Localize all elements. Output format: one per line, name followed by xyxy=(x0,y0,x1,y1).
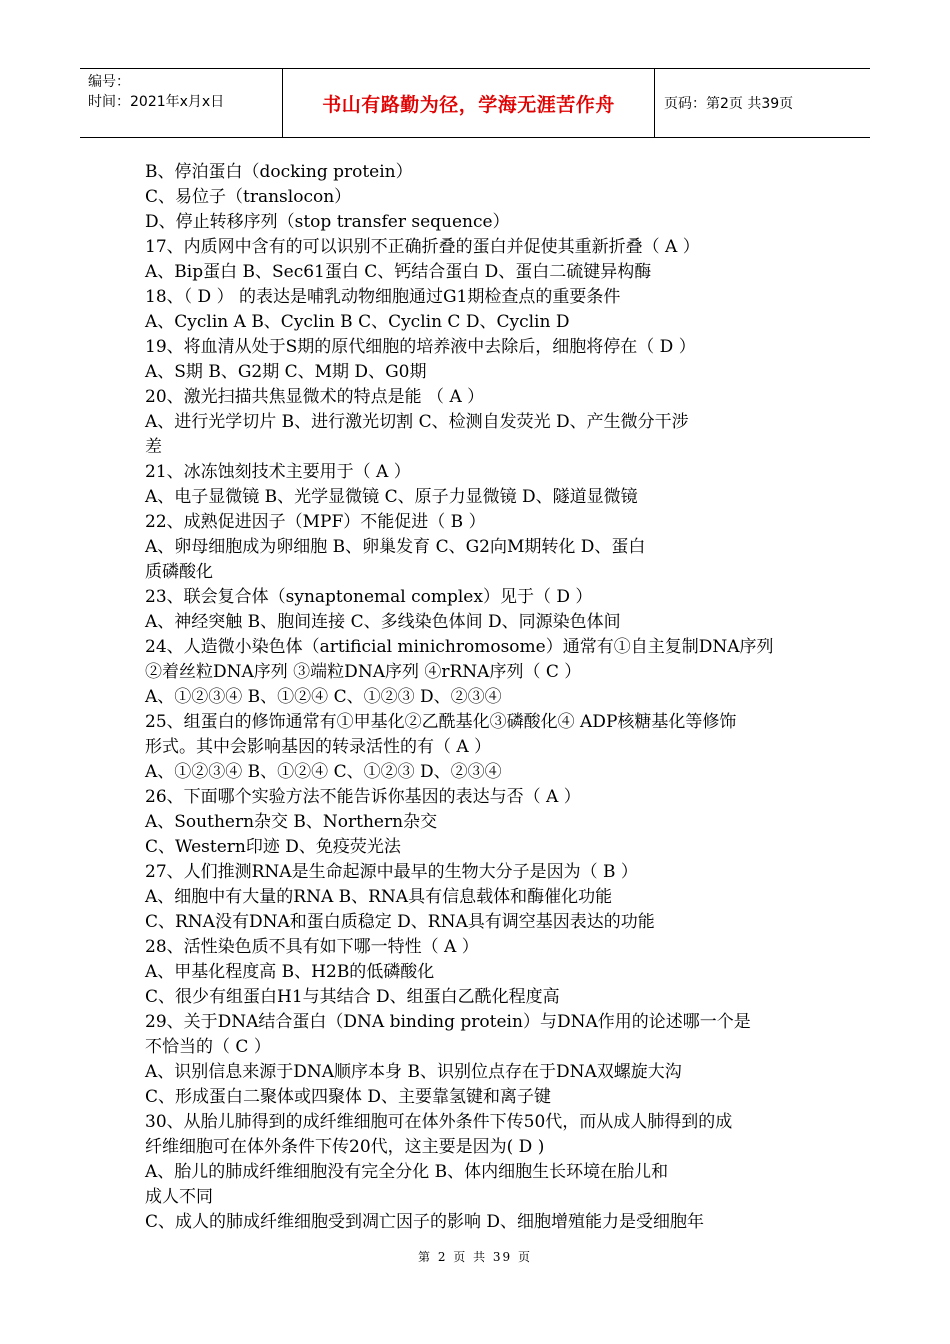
text-line: A、甲基化程度高 B、H2B的低磷酸化 xyxy=(145,962,435,982)
text-line: 21、冰冻蚀刻技术主要用于（ A ） xyxy=(145,462,411,482)
text-line: 质磷酸化 xyxy=(145,562,213,582)
text-line: 不恰当的（ C ） xyxy=(145,1037,271,1057)
header-page-info: 页码：第2页 共39页 xyxy=(664,96,794,112)
text-line: A、Southern杂交 B、Northern杂交 xyxy=(145,812,438,832)
text-line: 形式。其中会影响基因的转录活性的有（ A ） xyxy=(145,737,492,757)
text-line: C、形成蛋白二聚体或四聚体 D、主要靠氢键和离子键 xyxy=(145,1087,552,1107)
text-line: 25、组蛋白的修饰通常有①甲基化②乙酰基化③磷酸化④ ADP核糖基化等修饰 xyxy=(145,712,737,732)
text-line: 26、下面哪个实验方法不能告诉你基因的表达与否（ A ） xyxy=(145,787,581,807)
text-line: 成人不同 xyxy=(145,1187,213,1207)
text-line: 20、激光扫描共焦显微术的特点是能 （ A ） xyxy=(145,387,485,407)
page-footer: 第 2 页 共 39 页 xyxy=(418,1250,532,1264)
text-line: 23、联会复合体（synaptonemal complex）见于（ D ） xyxy=(145,587,593,607)
text-line: 28、活性染色质不具有如下哪一特性（ A ） xyxy=(145,937,479,957)
text-line: A、Cyclin A B、Cyclin B C、Cyclin C D、Cyclin D xyxy=(145,312,570,332)
header-info-cell xyxy=(80,69,283,137)
text-line: 24、人造微小染色体（artificial minichromosome）通常有①自主复制DNA序列 xyxy=(145,637,774,657)
page-header xyxy=(80,68,870,138)
text-line: C、成人的肺成纤维细胞受到凋亡因子的影响 D、细胞增殖能力是受细胞年 xyxy=(145,1212,705,1232)
text-line: 17、内质网中含有的可以识别不正确折叠的蛋白并促使其重新折叠（ A ） xyxy=(145,237,700,257)
text-line: A、卵母细胞成为卵细胞 B、卵巢发育 C、G2向M期转化 D、蛋白 xyxy=(145,537,646,557)
text-line: 纤维细胞可在体外条件下传20代，这主要是因为( D ) xyxy=(145,1137,545,1157)
text-line: C、RNA没有DNA和蛋白质稳定 D、RNA具有调空基因表达的功能 xyxy=(145,912,655,932)
text-line: 30、从胎儿肺得到的成纤维细胞可在体外条件下传50代，而从成人肺得到的成 xyxy=(145,1112,733,1132)
text-line: 18、（ D ） 的表达是哺乳动物细胞通过G1期检查点的重要条件 xyxy=(145,287,621,307)
text-line: 差 xyxy=(145,437,162,457)
text-line: A、①②③④ B、①②④ C、①②③ D、②③④ xyxy=(145,687,502,707)
text-line: A、Bip蛋白 B、Sec61蛋白 C、钙结合蛋白 D、蛋白二硫键异构酶 xyxy=(145,262,652,282)
text-line: A、进行光学切片 B、进行激光切割 C、检测自发荧光 D、产生微分干涉 xyxy=(145,412,689,432)
document-date: 时间：2021年x月x日 xyxy=(88,94,225,110)
document-number-label: 编号： xyxy=(88,74,130,90)
text-line: C、很少有组蛋白H1与其结合 D、组蛋白乙酰化程度高 xyxy=(145,987,560,1007)
text-line: D、停止转移序列（stop transfer sequence） xyxy=(145,212,510,232)
text-line: A、电子显微镜 B、光学显微镜 C、原子力显微镜 D、隧道显微镜 xyxy=(145,487,638,507)
text-line: A、胎儿的肺成纤维细胞没有完全分化 B、体内细胞生长环境在胎儿和 xyxy=(145,1162,669,1182)
text-line: A、①②③④ B、①②④ C、①②③ D、②③④ xyxy=(145,762,502,782)
text-line: A、神经突触 B、胞间连接 C、多线染色体间 D、同源染色体间 xyxy=(145,612,621,632)
header-motto-cell xyxy=(283,69,655,137)
text-line: A、S期 B、G2期 C、M期 D、G0期 xyxy=(145,362,427,382)
text-line: C、Western印迹 D、免疫荧光法 xyxy=(145,837,401,857)
text-line: 19、将血清从处于S期的原代细胞的培养液中去除后，细胞将停在（ D ） xyxy=(145,337,696,357)
text-line: A、细胞中有大量的RNA B、RNA具有信息载体和酶催化功能 xyxy=(145,887,613,907)
text-line: 22、成熟促进因子（MPF）不能促进（ B ） xyxy=(145,512,486,532)
text-line: 29、关于DNA结合蛋白（DNA binding protein）与DNA作用的论述哪一个是 xyxy=(145,1012,751,1032)
text-line: 27、人们推测RNA是生命起源中最早的生物大分子是因为（ B ） xyxy=(145,862,638,882)
text-line: C、易位子（translocon） xyxy=(145,187,352,207)
text-line: A、识别信息来源于DNA顺序本身 B、识别位点存在于DNA双螺旋大沟 xyxy=(145,1062,682,1082)
text-line: B、停泊蛋白（docking protein） xyxy=(145,162,413,182)
question-content xyxy=(145,160,810,1235)
text-line: ②着丝粒DNA序列 ③端粒DNA序列 ④rRNA序列（ C ） xyxy=(145,662,582,682)
header-motto: 书山有路勤为径，学海无涯苦作舟 xyxy=(322,93,615,116)
header-page-cell xyxy=(655,69,870,137)
